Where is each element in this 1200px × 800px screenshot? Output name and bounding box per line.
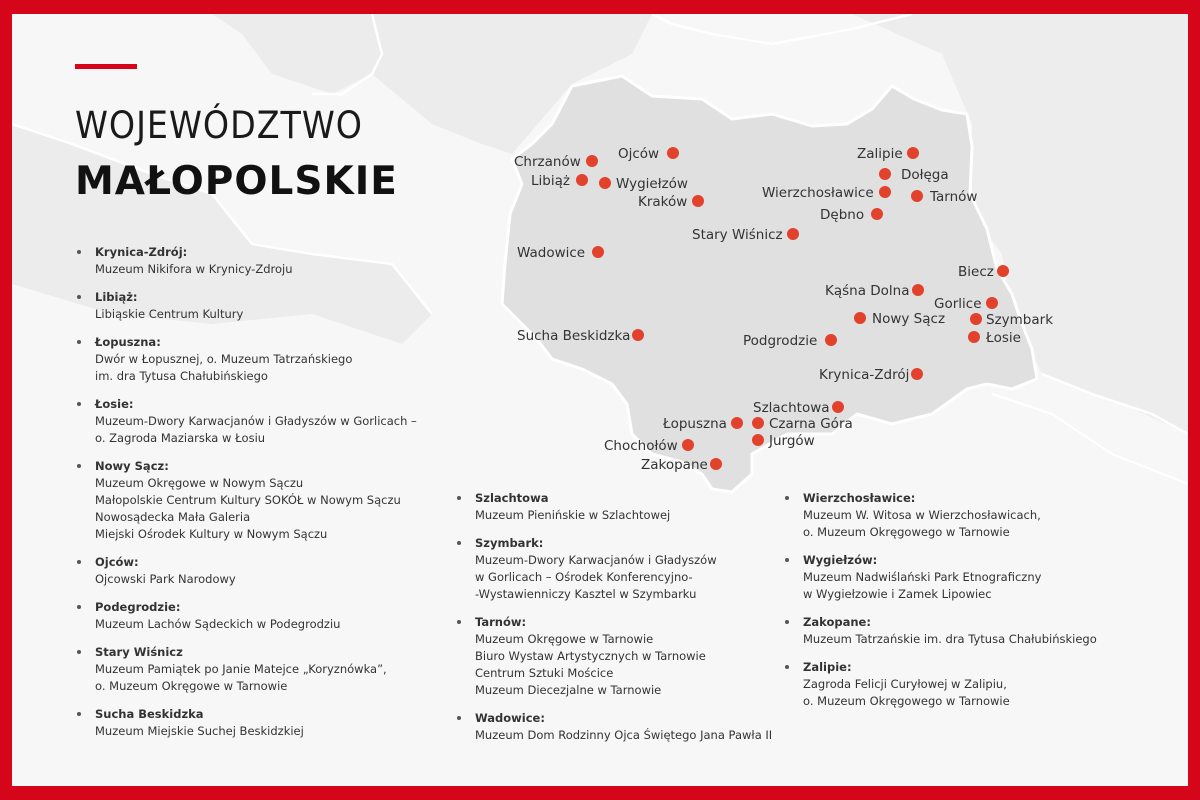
map-pin-label: Chochołów bbox=[604, 438, 678, 454]
location-name: Wygiełzów: bbox=[803, 553, 878, 567]
museum-list-item bbox=[75, 599, 415, 633]
map-pin-dot[interactable] bbox=[879, 168, 891, 180]
map-pin-dot[interactable] bbox=[986, 297, 998, 309]
museum-list-column-2 bbox=[455, 490, 775, 755]
map-pin-dot[interactable] bbox=[879, 186, 891, 198]
map-pin-label: Łosie bbox=[986, 330, 1021, 346]
map-pin-label: Chrzanów bbox=[514, 154, 581, 170]
museum-list-item bbox=[455, 535, 775, 603]
location-name: Szymbark: bbox=[475, 536, 544, 550]
title-accent-line bbox=[75, 64, 137, 69]
location-name: Ojców: bbox=[95, 555, 139, 569]
map-pin-label: Krynica-Zdrój bbox=[819, 367, 910, 383]
map-pin-label: Ojców bbox=[618, 146, 660, 162]
bullet-icon bbox=[77, 605, 81, 609]
bullet-icon bbox=[785, 620, 789, 624]
map-pin-dot[interactable] bbox=[907, 147, 919, 159]
map-pin-dot[interactable] bbox=[752, 434, 764, 446]
bullet-icon bbox=[457, 620, 461, 624]
map-pin-dot[interactable] bbox=[752, 417, 764, 429]
map-pin-label: Libiąż bbox=[531, 173, 570, 189]
map-pin-label: Stary Wiśnicz bbox=[692, 227, 783, 243]
institution-line: Muzeum-Dwory Karwacjanów i Gładyszów w Gorlicach – bbox=[95, 414, 417, 428]
museum-list-item bbox=[783, 490, 1113, 541]
museum-list-item bbox=[783, 659, 1113, 710]
map-pin-dot[interactable] bbox=[911, 190, 923, 202]
map-card bbox=[12, 14, 1188, 786]
map-pin-label: Zalipie bbox=[857, 146, 903, 162]
map-pin-label: Podgrodzie bbox=[743, 333, 818, 349]
map-pin-dot[interactable] bbox=[692, 195, 704, 207]
map-pin-label: Kraków bbox=[638, 194, 688, 210]
title-line1: WOJEWÓDZTWO bbox=[75, 104, 363, 147]
institution-line: Małopolskie Centrum Kultury SOKÓŁ w Nowym Sączu bbox=[95, 493, 401, 507]
bullet-icon bbox=[77, 712, 81, 716]
location-name: Łosie: bbox=[95, 397, 134, 411]
map-pin-dot[interactable] bbox=[911, 368, 923, 380]
map-pin-dot[interactable] bbox=[825, 334, 837, 346]
map-pin-label: Gorlice bbox=[934, 296, 982, 312]
map-pin-dot[interactable] bbox=[787, 228, 799, 240]
location-name: Szlachtowa bbox=[475, 491, 549, 505]
bullet-icon bbox=[457, 541, 461, 545]
location-name: Sucha Beskidzka bbox=[95, 707, 204, 721]
museum-list-item bbox=[75, 334, 415, 385]
institution-line: Muzeum Miejskie Suchej Beskidzkiej bbox=[95, 724, 304, 738]
institution-line: o. Muzeum Okręgowego w Tarnowie bbox=[803, 525, 1010, 539]
bullet-icon bbox=[785, 496, 789, 500]
museum-list-item bbox=[75, 244, 415, 278]
map-pin-label: Czarna Góra bbox=[769, 416, 853, 432]
institution-line: Muzeum Okręgowe w Nowym Sączu bbox=[95, 476, 304, 490]
institution-line: Miejski Ośrodek Kultury w Nowym Sączu bbox=[95, 527, 328, 541]
bullet-icon bbox=[77, 340, 81, 344]
institution-line: o. Zagroda Maziarska w Łosiu bbox=[95, 431, 266, 445]
institution-line: Muzeum Dom Rodzinny Ojca Świętego Jana Pawła II bbox=[475, 728, 773, 742]
map-pin-label: Kąśna Dolna bbox=[825, 283, 910, 299]
institution-line: o. Muzeum Okręgowego w Tarnowie bbox=[803, 694, 1010, 708]
institution-line: -Wystawienniczy Kasztel w Szymbarku bbox=[475, 587, 697, 601]
map-pin-dot[interactable] bbox=[632, 329, 644, 341]
institution-line: Muzeum-Dwory Karwacjanów i Gładyszów bbox=[475, 553, 717, 567]
museum-list-item bbox=[75, 554, 415, 588]
location-name: Łopuszna: bbox=[95, 335, 161, 349]
bullet-icon bbox=[457, 496, 461, 500]
map-pin-label: Łopuszna bbox=[663, 416, 727, 432]
map-pin-label: Sucha Beskidzka bbox=[517, 328, 631, 344]
museum-list-item bbox=[75, 706, 415, 740]
map-pin-dot[interactable] bbox=[968, 331, 980, 343]
institution-line: w Gorlicach – Ośrodek Konferencyjno- bbox=[475, 570, 693, 584]
location-name: Stary Wiśnicz bbox=[95, 645, 183, 659]
location-name: Libiąż: bbox=[95, 290, 138, 304]
institution-line: Muzeum Nikifora w Krynicy-Zdroju bbox=[95, 262, 293, 276]
map-pin-dot[interactable] bbox=[731, 417, 743, 429]
map-pin-label: Szlachtowa bbox=[753, 400, 830, 416]
museum-list-item bbox=[455, 710, 775, 744]
bullet-icon bbox=[785, 665, 789, 669]
map-pin-dot[interactable] bbox=[871, 208, 883, 220]
institution-line: Nowosądecka Mała Galeria bbox=[95, 510, 251, 524]
bullet-icon bbox=[457, 716, 461, 720]
institution-line: Muzeum Okręgowe w Tarnowie bbox=[475, 632, 654, 646]
institution-line: Muzeum Tatrzańskie im. dra Tytusa Chałubińskiego bbox=[803, 632, 1097, 646]
map-pin-dot[interactable] bbox=[970, 313, 982, 325]
map-pin-label: Nowy Sącz bbox=[872, 311, 946, 327]
museum-list-item bbox=[75, 289, 415, 323]
bullet-icon bbox=[77, 402, 81, 406]
map-pin-label: Biecz bbox=[958, 264, 994, 280]
bullet-icon bbox=[77, 650, 81, 654]
map-pin-label: Tarnów bbox=[930, 189, 978, 205]
museum-list-column-3 bbox=[783, 490, 1113, 721]
map-pin-dot[interactable] bbox=[912, 284, 924, 296]
location-name: Wadowice: bbox=[475, 711, 545, 725]
location-name: Zakopane: bbox=[803, 615, 871, 629]
bullet-icon bbox=[77, 464, 81, 468]
institution-line: Ojcowski Park Narodowy bbox=[95, 572, 236, 586]
location-name: Krynica-Zdrój: bbox=[95, 245, 188, 259]
map-pin-label: Wygiełzów bbox=[616, 176, 688, 192]
museum-list-item bbox=[75, 644, 415, 695]
map-pin-dot[interactable] bbox=[576, 174, 588, 186]
map-pin-label: Szymbark bbox=[986, 312, 1054, 328]
bullet-icon bbox=[77, 560, 81, 564]
map-pin-label: Zakopane bbox=[641, 457, 708, 473]
map-pin-dot[interactable] bbox=[667, 147, 679, 159]
location-name: Tarnów: bbox=[475, 615, 527, 629]
institution-line: Libiąskie Centrum Kultury bbox=[95, 307, 244, 321]
map-pin-dot[interactable] bbox=[599, 177, 611, 189]
map-pin-dot[interactable] bbox=[682, 439, 694, 451]
bullet-icon bbox=[785, 558, 789, 562]
institution-line: Zagroda Felicji Curyłowej w Zalipiu, bbox=[803, 677, 1007, 691]
location-name: Zalipie: bbox=[803, 660, 852, 674]
institution-line: w Wygiełzowie i Zamek Lipowiec bbox=[803, 587, 992, 601]
map-pin-label: Dołęga bbox=[901, 167, 949, 183]
map-pin-dot[interactable] bbox=[586, 155, 598, 167]
museum-list-column-1 bbox=[75, 244, 415, 751]
bullet-icon bbox=[77, 250, 81, 254]
institution-line: Muzeum Pienińskie w Szlachtowej bbox=[475, 508, 671, 522]
museum-list-item bbox=[75, 396, 415, 447]
map-pin-dot[interactable] bbox=[592, 246, 604, 258]
institution-line: Muzeum Nadwiślański Park Etnograficzny bbox=[803, 570, 1042, 584]
institution-line: Muzeum W. Witosa w Wierzchosławicach, bbox=[803, 508, 1041, 522]
map-pin-label: Dębno bbox=[820, 207, 865, 223]
location-name: Podegrodzie: bbox=[95, 600, 181, 614]
map-pin-label: Wierzchosławice bbox=[762, 185, 874, 201]
bullet-icon bbox=[77, 295, 81, 299]
map-pin-label: Jurgów bbox=[769, 433, 815, 449]
institution-line: Muzeum Lachów Sądeckich w Podegrodziu bbox=[95, 617, 341, 631]
map-pin-dot[interactable] bbox=[710, 458, 722, 470]
map-pin-dot[interactable] bbox=[997, 265, 1009, 277]
institution-line: Muzeum Pamiątek po Janie Matejce „Koryznówka”, bbox=[95, 662, 387, 676]
museum-list-item bbox=[783, 614, 1113, 648]
museum-list-item bbox=[455, 490, 775, 524]
museum-list-item bbox=[75, 458, 415, 543]
title-line2: MAŁOPOLSKIE bbox=[75, 159, 398, 204]
institution-line: Dwór w Łopusznej, o. Muzeum Tatrzańskiego bbox=[95, 352, 353, 366]
institution-line: Biuro Wystaw Artystycznych w Tarnowie bbox=[475, 649, 706, 663]
museum-list-item bbox=[455, 614, 775, 699]
institution-line: o. Muzeum Okręgowe w Tarnowie bbox=[95, 679, 288, 693]
museum-list-item bbox=[783, 552, 1113, 603]
map-pin-dot[interactable] bbox=[832, 401, 844, 413]
institution-line: Muzeum Diecezjalne w Tarnowie bbox=[475, 683, 662, 697]
institution-line: im. dra Tytusa Chałubińskiego bbox=[95, 369, 268, 383]
map-pin-dot[interactable] bbox=[854, 312, 866, 324]
institution-line: Centrum Sztuki Mościce bbox=[475, 666, 614, 680]
map-pin-label: Wadowice bbox=[517, 245, 586, 261]
location-name: Wierzchosławice: bbox=[803, 491, 916, 505]
location-name: Nowy Sącz: bbox=[95, 459, 169, 473]
